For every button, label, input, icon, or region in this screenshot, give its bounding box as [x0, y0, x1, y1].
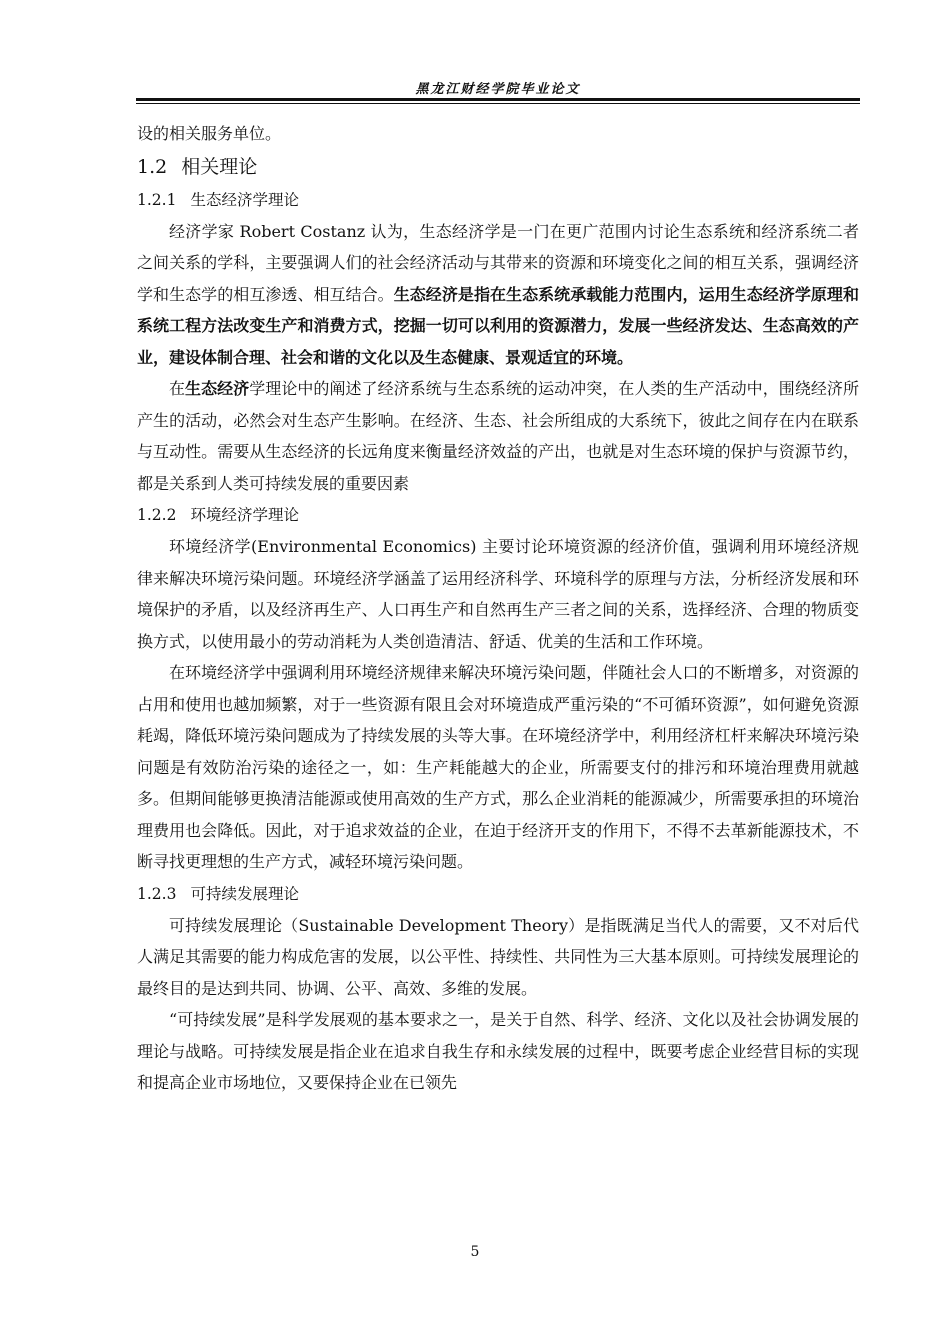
paragraph-bold-text: 生态经济: [185, 379, 250, 398]
section-title: 相关理论: [181, 155, 258, 178]
section-heading-1-2-3: [137, 878, 859, 910]
section-heading-1-2: [137, 150, 859, 184]
section-number: 1.2.3: [137, 884, 177, 903]
header-rule-thick: [136, 98, 860, 101]
section-title: 可持续发展理论: [190, 884, 299, 903]
paragraph-sustainable-development-2: “可持续发展”是科学发展观的基本要求之一，是关于自然、科学、经济、文化以及社会协调发展的理论与战略。可持续发展是指企业在追求自我生存和永续发展的过程中，既要考虑企业经营目标的实现和提高企业市场地位，又要保持企业在已领先: [137, 1010, 859, 1092]
document-body: [137, 118, 859, 1099]
page-number: 5: [470, 1244, 480, 1260]
paragraph-environmental-economics-2: 在环境经济学中强调利用环境经济规律来解决环境污染问题，伴随社会人口的不断增多，对资源的占用和使用也越加频繁，对于一些资源有限且会对环境造成严重污染的“不可循环资源”，如何避免资源耗竭，降低环境污染问题成为了持续发展的头等大事。在环境经济学中，利用经济杠杆来解决环境污染问题是有效防治污染的途径之一，如：生产耗能越大的企业，所需要支付的排污和环境治理费用就越多。但期间能够更换清洁能源或使用高效的生产方式，那么企业消耗的能源减少，所需要承担的环境治理费用也会降低。因此，对于追求效益的企业，在迫于经济开支的作用下，不得不去革新能源技术，不断寻找更理想的生产方式，减轻环境污染问题。: [137, 663, 859, 871]
section-title: 环境经济学理论: [190, 506, 299, 524]
paragraph-text: 学理论中的阐述了经济系统与生态系统的运动冲突，在人类的生产活动中，围绕经济所产生的活动，必然会对生态产生影响。在经济、生态、社会所组成的大系统下，彼此之间存在内在联系与互动性。需要从生态经济的长远角度来衡量经济效益的产出，也就是对生态环境的保护与资源节约，都是关系到人类可持续发展的重要因素: [137, 379, 859, 493]
paragraph-bold-text: 生态经济是指在生态系统承载能力范围内，运用生态经济学原理和系统工程方法改变生产和消费方式，挖掘一切可以利用的资源潜力，发展一些经济发达、生态高效的产业，建设体制合理、社会和谐的文化以及生态健康、景观适宜的环境。: [137, 284, 859, 367]
paragraph-ecological-economics-2: [137, 373, 859, 499]
page-header-title: 黑龙江财经学院毕业论文: [415, 82, 581, 97]
section-number: 1.2.1: [137, 190, 177, 209]
section-heading-1-2-2: [137, 499, 859, 531]
intro-line: 设的相关服务单位。: [137, 124, 282, 143]
section-heading-1-2-1: [137, 184, 859, 216]
section-number: 1.2: [137, 155, 168, 178]
paragraph-text: 经济学家 Robert Costanz 认为，生态经济学是一门在更广范围内讨论生态系统和经济系统二者之间关系的学科，主要强调人们的社会经济活动与其带来的资源和环境变化之间的相互关系，强调经济学和生态学的相互渗透、相互结合。: [137, 221, 859, 304]
paragraph-sustainable-development-1: 可持续发展理论（Sustainable Development Theory）是指既满足当代人的需要，又不对后代人满足其需要的能力构成危害的发展，以公平性、持续性、共同性为三大基本原则。可持续发展理论的最终目的是达到共同、协调、公平、高效、多维的发展。: [137, 915, 859, 998]
paragraph-text: 在: [169, 379, 186, 398]
paragraph-environmental-economics-1: 环境经济学(Environmental Economics) 主要讨论环境资源的经济价值，强调利用环境经济规律来解决环境污染问题。环境经济学涵盖了运用经济科学、环境科学的原理与方法，分析经济发展和环境保护的矛盾，以及经济再生产、人口再生产和自然再生产三者之间的关系，选择经济、合理的物质变换方式，以使用最小的劳动消耗为人类创造清洁、舒适、优美的生活和工作环境。: [137, 537, 859, 651]
paragraph-ecological-economics-1: [137, 216, 859, 374]
section-title: 生态经济学理论: [190, 190, 299, 209]
header-rule-thin: [136, 103, 860, 104]
section-number: 1.2.2: [137, 506, 177, 524]
